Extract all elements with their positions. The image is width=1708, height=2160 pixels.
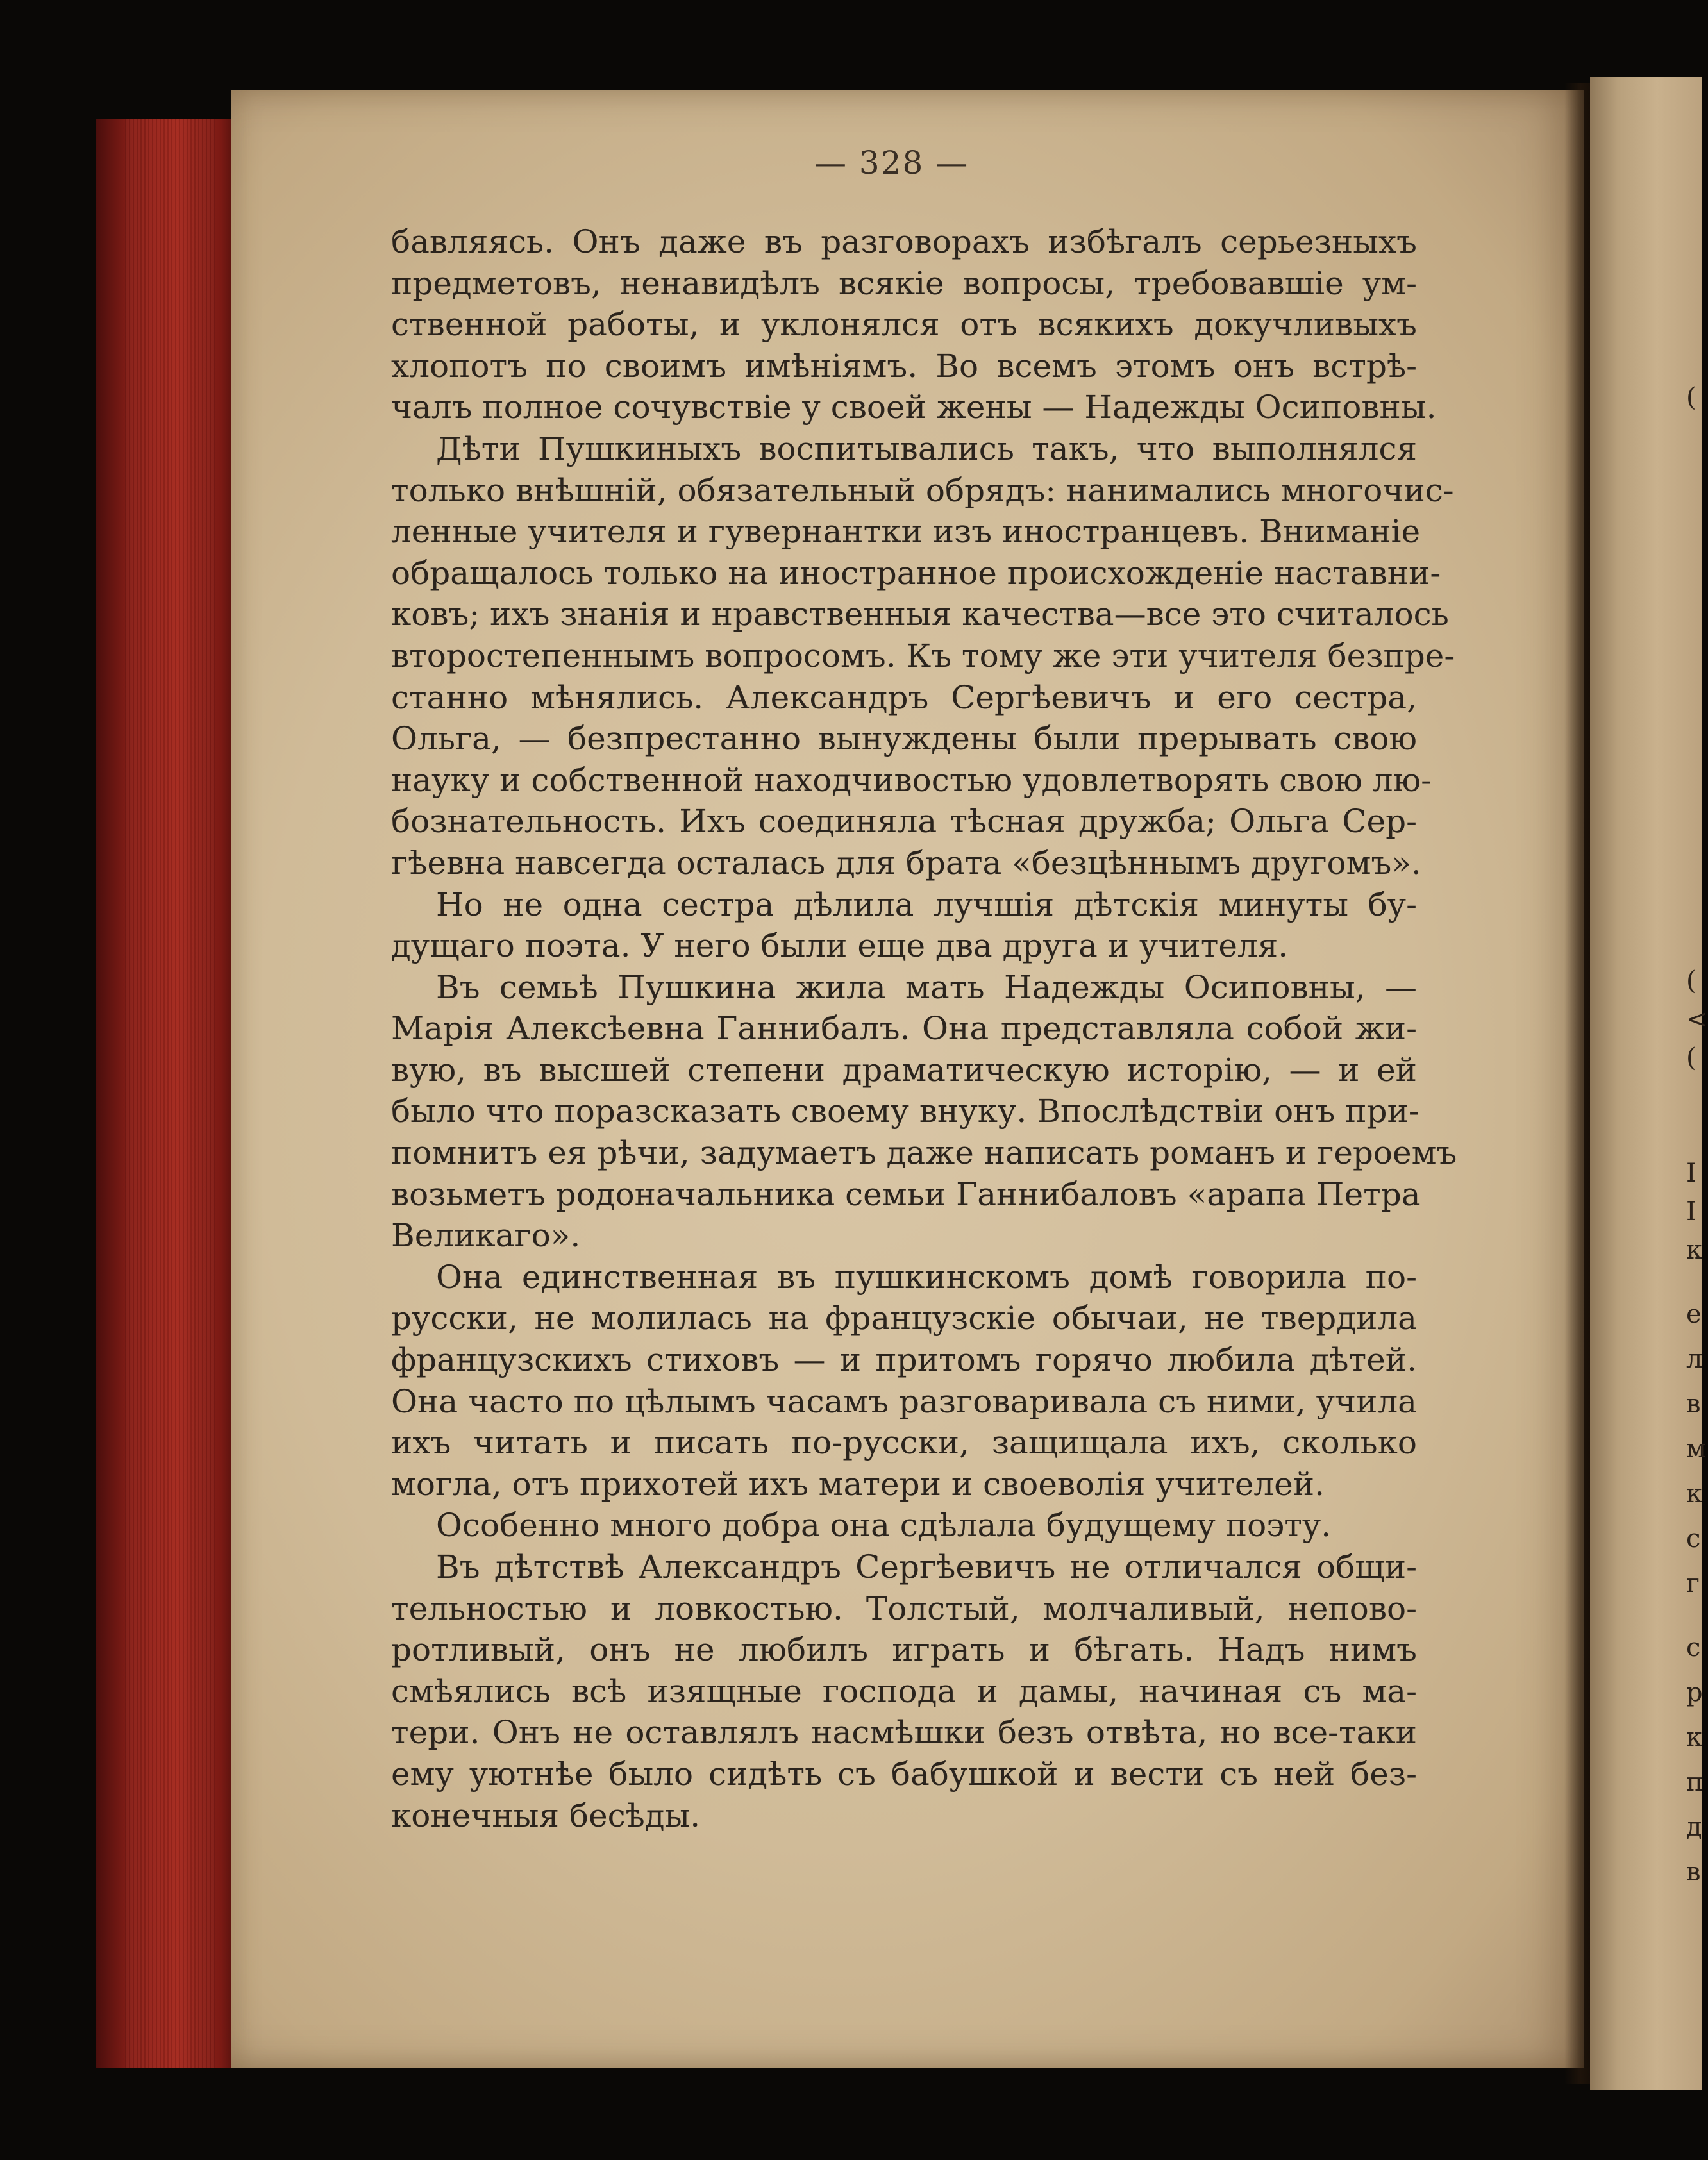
text-line: вую, въ высшей степени драматическую исторію, — и ей — [391, 1051, 1417, 1089]
right-page-letter: к — [1686, 1235, 1702, 1265]
text-line: тельностью и ловкостью. Толстый, молчаливый, непово- — [391, 1589, 1417, 1627]
text-line: бавляясь. Онъ даже въ разговорахъ избѣгалъ серьезныхъ — [391, 223, 1417, 260]
right-page-letter: ( — [1686, 966, 1696, 996]
text-line: Особенно много добра она сдѣлала будущему поэту. — [436, 1507, 1332, 1545]
right-page-letter: < — [1686, 1005, 1708, 1034]
text-line: ихъ читать и писать по-русски, защищала ихъ, сколько — [391, 1424, 1417, 1462]
text-line: станно мѣнялись. Александръ Сергѣевичъ и его сестра, — [391, 678, 1417, 716]
right-page-letter: п — [1686, 1768, 1704, 1797]
body-text — [391, 221, 1457, 1836]
right-page-letter: д — [1686, 1813, 1702, 1842]
text-line: ротливый, онъ не любилъ играть и бѣгать. Надъ нимъ — [391, 1631, 1417, 1669]
text-line: Въ семьѣ Пушкина жила мать Надежды Осиповны, — — [436, 968, 1417, 1006]
right-page-letter: л — [1686, 1344, 1703, 1374]
text-line: ственной работы, и уклонялся отъ всякихъ докучливыхъ — [391, 306, 1417, 344]
text-line: предметовъ, ненавидѣлъ всякіе вопросы, требовавшіе ум- — [391, 264, 1417, 302]
text-line: русски, не молилась на французскіе обычаи, не твердила — [391, 1300, 1417, 1337]
text-line: могла, отъ прихотей ихъ матери и своеволія учителей. — [391, 1465, 1325, 1503]
text-line: ленные учителя и гувернантки изъ иностранцевъ. Вниманіе — [391, 513, 1421, 551]
right-page-letter: е — [1686, 1300, 1702, 1329]
right-page-letter: р — [1686, 1678, 1703, 1707]
text-line: ковъ; ихъ знанія и нравственныя качества—все это считалось — [391, 596, 1449, 633]
text-line: Великаго». — [391, 1217, 581, 1255]
text-line: обращалось только на иностранное происхожденіе наставни- — [391, 554, 1441, 592]
right-page-letter: I — [1686, 1159, 1696, 1188]
text-line: Она часто по цѣлымъ часамъ разговаривала съ ними, учила — [391, 1382, 1417, 1420]
book-page-edge-texture — [125, 119, 215, 2068]
right-page-letter: в — [1686, 1389, 1701, 1419]
text-line: помнитъ ея рѣчи, задумаетъ даже написать романъ и героемъ — [391, 1134, 1457, 1172]
right-page-letter: с — [1686, 1524, 1701, 1553]
text-line: Марія Алексѣевна Ганнибалъ. Она представляла собой жи- — [391, 1010, 1417, 1048]
text-line: бознательность. Ихъ соединяла тѣсная дружба; Ольга Сер- — [391, 803, 1417, 841]
text-line: ему уютнѣе было сидѣть съ бабушкой и вести съ ней без- — [391, 1755, 1417, 1793]
text-line: французскихъ стиховъ — и притомъ горячо любила дѣтей. — [391, 1341, 1417, 1379]
right-page-letter: к — [1686, 1479, 1702, 1509]
text-line: Дѣти Пушкиныхъ воспитывались такъ, что выполнялся — [436, 430, 1417, 467]
text-line: конечныя бесѣды. — [391, 1796, 701, 1834]
right-page-letter: г — [1686, 1569, 1700, 1598]
text-line: Она единственная въ пушкинскомъ домѣ говорила по- — [436, 1258, 1417, 1296]
text-line: Въ дѣтствѣ Александръ Сергѣевичъ не отличался общи- — [436, 1548, 1417, 1586]
text-line: возьметъ родоначальника семьи Ганнибаловъ «арапа Петра — [391, 1175, 1421, 1213]
text-line: Но не одна сестра дѣлила лучшія дѣтскія минуты бу- — [436, 885, 1417, 923]
page-number: — 328 — — [814, 144, 969, 181]
right-page-letter: в — [1686, 1857, 1701, 1887]
right-page-letter: м — [1686, 1434, 1707, 1464]
text-line: только внѣшній, обязательный обрядъ: нанимались многочис- — [391, 471, 1454, 509]
text-line: второстепеннымъ вопросомъ. Къ тому же эти учителя безпре- — [391, 637, 1455, 674]
text-line: хлопотъ по своимъ имѣніямъ. Во всемъ этомъ онъ встрѣ- — [391, 347, 1417, 385]
text-line: дущаго поэта. У него были еще два друга и учителя. — [391, 927, 1289, 965]
right-page-letter: ( — [1686, 1043, 1696, 1073]
text-line: было что поразсказать своему внуку. Впослѣдствіи онъ при- — [391, 1093, 1419, 1130]
text-line: смѣялись всѣ изящные господа и дамы, начиная съ ма- — [391, 1672, 1417, 1710]
text-line: Ольга, — безпрестанно вынуждены были прерывать свою — [391, 720, 1417, 758]
text-line: чалъ полное сочувствіе у своей жены — Надежды Осиповны. — [391, 389, 1437, 426]
text-line: тери. Онъ не оставлялъ насмѣшки безъ отвѣта, но все-таки — [391, 1714, 1417, 1752]
right-page-sliver — [1590, 77, 1702, 2090]
right-page-letter: I — [1686, 1197, 1696, 1227]
text-line: науку и собственной находчивостью удовлетворять свою лю- — [391, 761, 1432, 799]
right-page-letter: к — [1686, 1723, 1702, 1752]
right-page-letter: с — [1686, 1633, 1701, 1662]
right-page-letter: ( — [1686, 383, 1696, 412]
text-line: гѣевна навсегда осталась для брата «безцѣннымъ другомъ». — [391, 844, 1421, 882]
